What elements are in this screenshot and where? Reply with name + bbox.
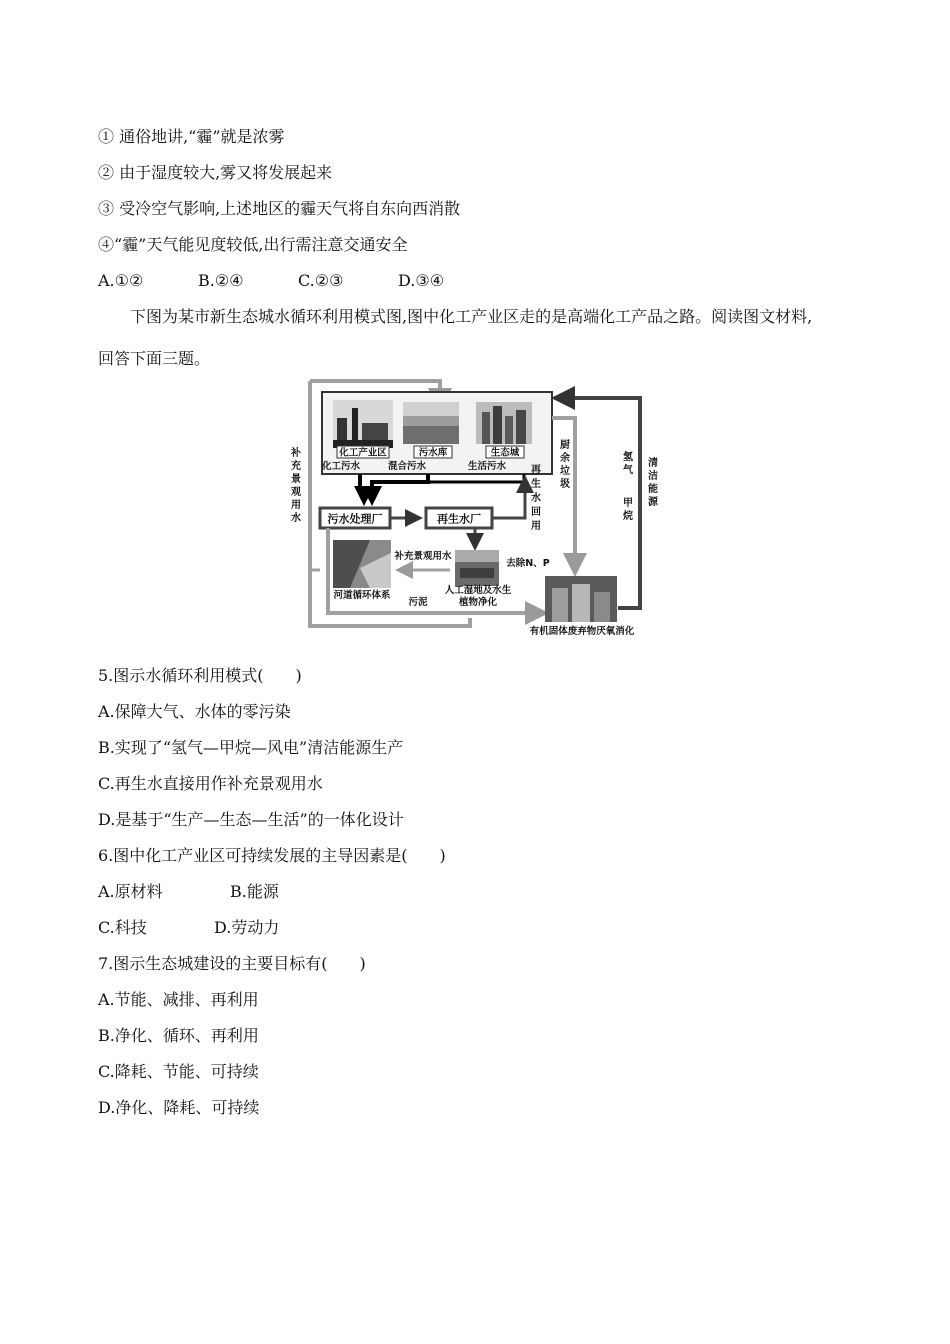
label-anaerobic: 有机固体废弃物厌氧消化 xyxy=(529,626,635,637)
svg-text:洁: 洁 xyxy=(648,471,658,482)
q5-option-a[interactable]: A.保障大气、水体的零污染 xyxy=(98,702,291,721)
statement-4: ④“霾”天气能见度较低,出行需注意交通安全 xyxy=(98,235,408,254)
statement-3: ③ 受冷空气影响,上述地区的霾天气将自东向西消散 xyxy=(98,199,461,218)
intro-line-2: 回答下面三题。 xyxy=(98,349,211,368)
svg-text:生: 生 xyxy=(531,479,541,490)
svg-text:烷: 烷 xyxy=(623,511,633,522)
label-hydrogen xyxy=(623,450,634,476)
chem-sewage-arrow xyxy=(360,474,364,502)
label-wetland-2: 植物净化 xyxy=(458,597,498,608)
svg-text:回: 回 xyxy=(531,507,541,518)
q7-stem: 7.图示生态城建设的主要目标有( ) xyxy=(98,954,366,973)
svg-text:充: 充 xyxy=(291,461,301,472)
q6-stem: 6.图中化工产业区可持续发展的主导因素是( ) xyxy=(98,846,446,865)
label-kitchen-waste xyxy=(560,438,570,490)
svg-text:用: 用 xyxy=(291,500,301,511)
svg-text:再: 再 xyxy=(531,465,541,476)
intro-line-1: 下图为某市新生态城水循环利用模式图,图中化工产业区走的是高端化工产品之路。阅读图文材料, xyxy=(130,307,813,326)
q5-option-c[interactable]: C.再生水直接用作补充景观用水 xyxy=(98,774,323,793)
q6-option-c[interactable]: C.科技 xyxy=(98,918,147,937)
label-reclaimed-plant: 再生水厂 xyxy=(437,512,481,526)
svg-text:水: 水 xyxy=(531,493,541,504)
q4-option-c[interactable]: C.②③ xyxy=(298,271,344,290)
statement-2: ② 由于湿度较大,雾又将发展起来 xyxy=(98,163,333,182)
svg-text:厨: 厨 xyxy=(560,440,570,451)
eco-city-photo xyxy=(476,402,532,444)
q7-option-b[interactable]: B.净化、循环、再利用 xyxy=(98,1026,259,1045)
label-chem-sewage: 化工污水 xyxy=(321,461,361,472)
q7-option-c[interactable]: C.降耗、节能、可持续 xyxy=(98,1062,259,1081)
svg-text:水: 水 xyxy=(291,513,301,524)
label-sewage-reservoir: 污水库 xyxy=(418,447,448,459)
svg-text:源: 源 xyxy=(648,497,658,508)
label-river: 河道循环体系 xyxy=(333,590,391,601)
statement-1: ① 通俗地讲,“霾”就是浓雾 xyxy=(98,127,285,146)
svg-text:补: 补 xyxy=(291,448,301,459)
river-photo xyxy=(333,540,391,588)
svg-text:能: 能 xyxy=(648,484,658,495)
svg-text:圾: 圾 xyxy=(560,479,570,490)
svg-text:用: 用 xyxy=(531,521,541,532)
water-cycle-diagram xyxy=(291,378,660,640)
q5-option-d[interactable]: D.是基于“生产—生态—生活”的一体化设计 xyxy=(98,810,404,829)
label-remove-np: 去除N、P xyxy=(506,558,550,569)
svg-text:甲: 甲 xyxy=(623,498,633,509)
svg-text:观: 观 xyxy=(291,487,301,498)
q6-option-d[interactable]: D.劳动力 xyxy=(214,918,280,937)
sewage-reservoir-photo xyxy=(403,402,459,444)
q7-option-a[interactable]: A.节能、减排、再利用 xyxy=(98,990,259,1009)
label-domestic-sewage: 生活污水 xyxy=(467,461,507,472)
label-sludge: 污泥 xyxy=(408,597,428,608)
q4-option-d[interactable]: D.③④ xyxy=(398,271,445,290)
chemical-zone-photo xyxy=(333,400,393,448)
label-reclaimed-return xyxy=(531,463,541,532)
svg-text:气: 气 xyxy=(623,465,633,476)
svg-text:余: 余 xyxy=(560,453,570,464)
label-clean-energy xyxy=(647,456,659,508)
q6-option-a[interactable]: A.原材料 xyxy=(98,882,163,901)
svg-text:垃: 垃 xyxy=(560,466,570,477)
label-left-supplement xyxy=(290,446,301,524)
label-mixed-sewage: 混合污水 xyxy=(387,461,427,472)
svg-text:氢: 氢 xyxy=(623,452,633,463)
q5-stem: 5.图示水循环利用模式( ) xyxy=(98,666,302,685)
wetland-photo xyxy=(455,550,499,586)
anaerobic-photo xyxy=(545,576,617,622)
reclaimed-return-arrow xyxy=(492,478,525,518)
mixed-sewage-arrow xyxy=(372,474,428,502)
label-wetland-1: 人工湿地及水生 xyxy=(444,585,512,596)
svg-text:景: 景 xyxy=(291,474,301,485)
svg-text:清: 清 xyxy=(648,458,658,469)
q4-option-a[interactable]: A.①② xyxy=(98,271,144,290)
label-eco-city: 生态城 xyxy=(490,447,520,459)
label-supplement-water: 补充景观用水 xyxy=(394,551,452,562)
domestic-sewage-arrow xyxy=(428,474,524,482)
q7-option-d[interactable]: D.净化、降耗、可持续 xyxy=(98,1098,260,1117)
label-chemical-zone: 化工产业区 xyxy=(339,447,387,459)
q5-option-b[interactable]: B.实现了“氢气—甲烷—风电”清洁能源生产 xyxy=(98,738,404,757)
label-methane xyxy=(623,497,633,522)
label-sewage-plant: 污水处理厂 xyxy=(327,512,383,526)
q6-option-b[interactable]: B.能源 xyxy=(230,882,279,901)
q4-option-b[interactable]: B.②④ xyxy=(198,271,244,290)
